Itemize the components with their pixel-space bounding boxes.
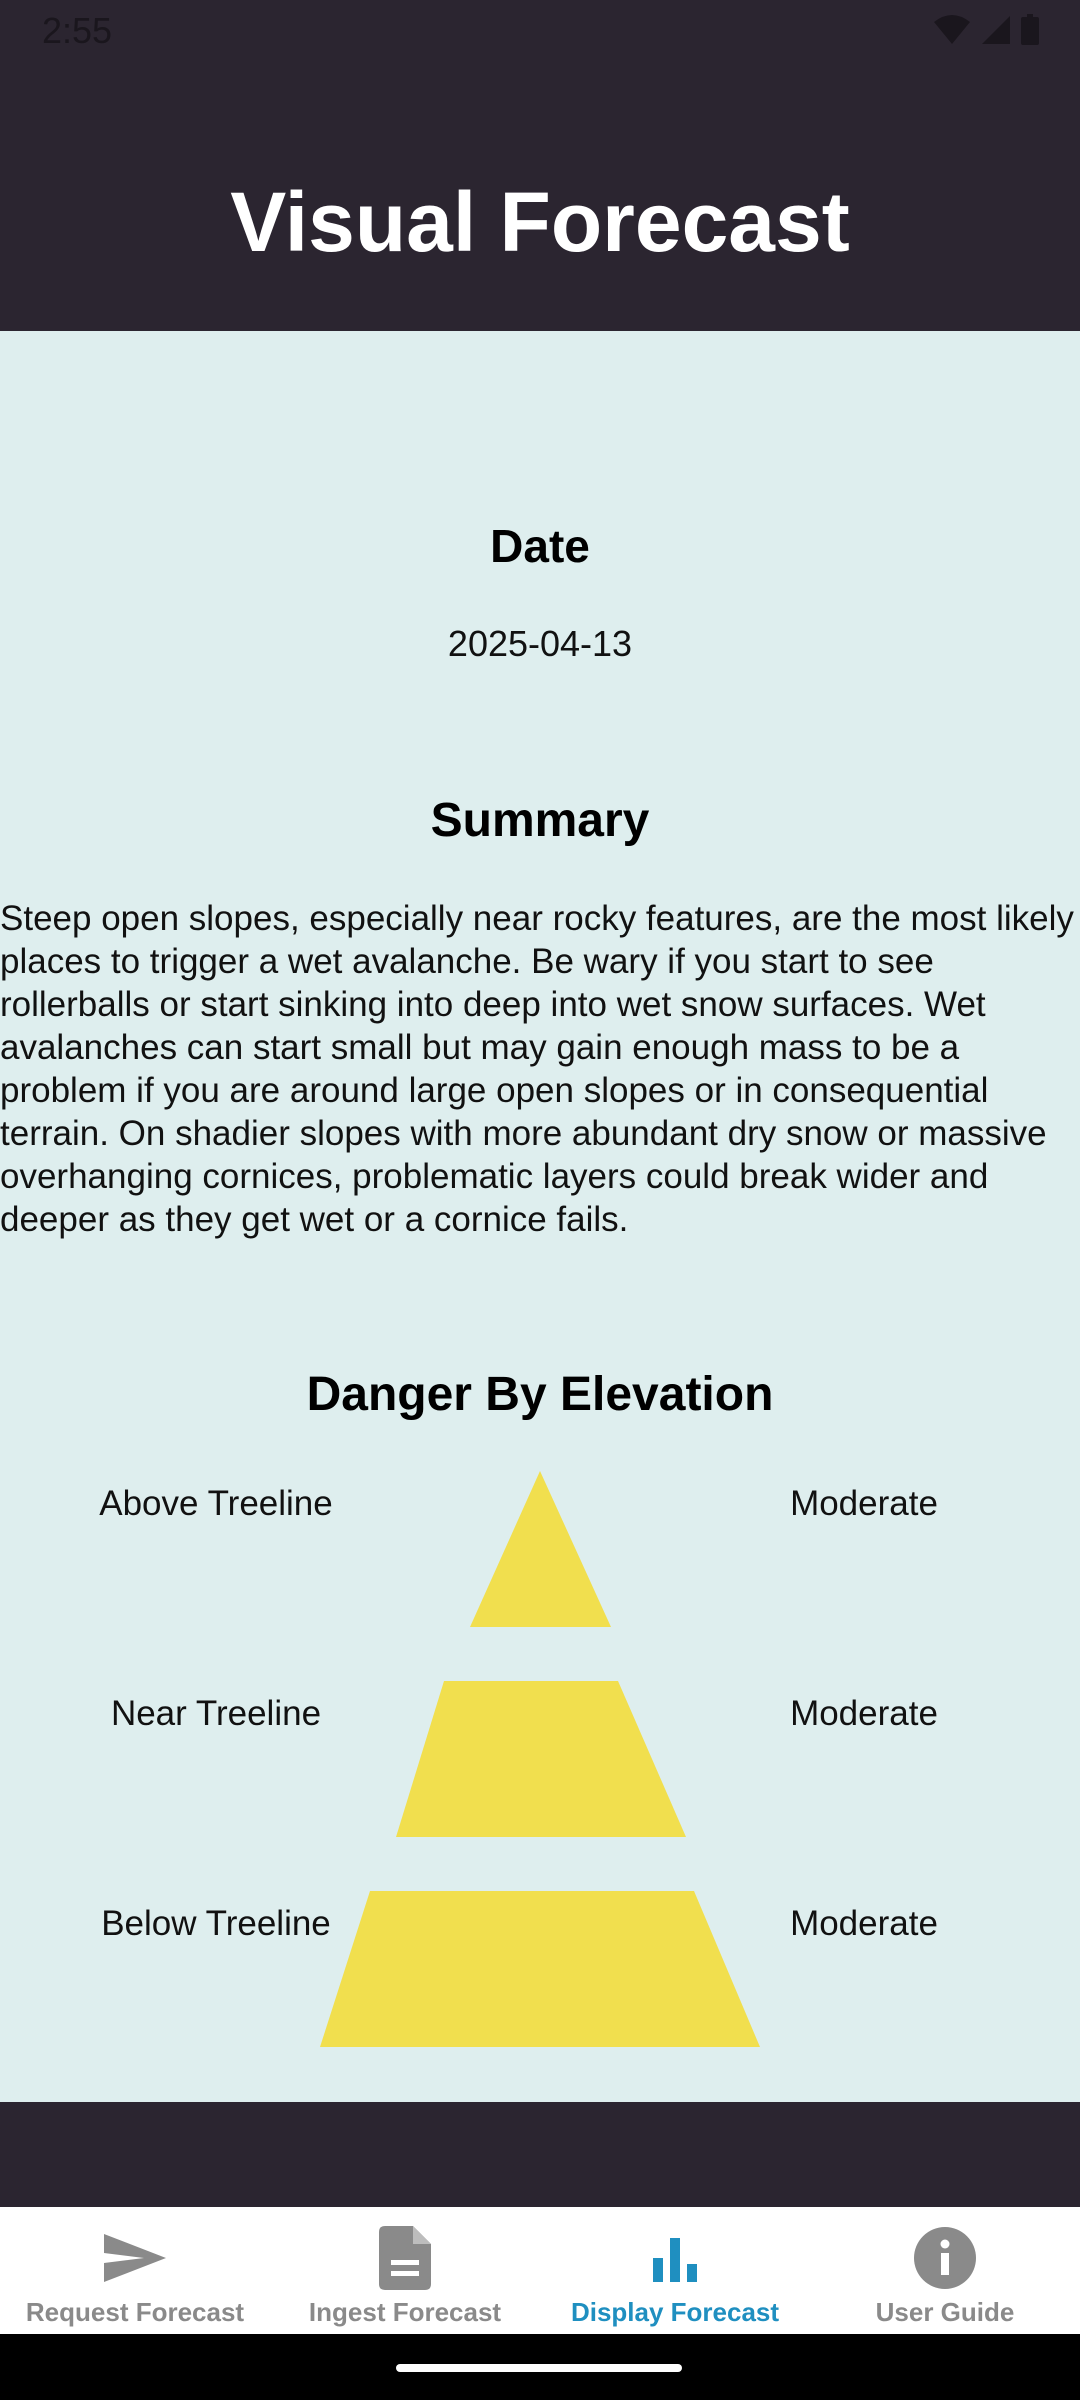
nav-label-ingest-forecast: Ingest Forecast <box>308 2297 502 2327</box>
date-value: 2025-04-13 <box>447 623 633 664</box>
summary-text: Steep open slopes, especially near rocky features, are the most likely places to trigger a wet avalanche. Be wary if you start to see rollerballs or start sinking into deep into wet snow surfaces. Wet avalanches can start small but may gain enough mass to be a problem if you are around large open slopes or in consequential terrain. On shadier slopes with more abundant dry snow or massive overhanging cornices, problematic layers could break wider and deeper as they get wet or a cornice fails. <box>0 899 1074 1239</box>
wifi-icon <box>932 14 972 46</box>
danger-rating-below-treeline: Moderate <box>790 1904 938 1943</box>
nav-label-user-guide: User Guide <box>875 2297 1015 2327</box>
nav-label-request-forecast: Request Forecast <box>25 2297 245 2327</box>
status-time: 2:55 <box>42 10 113 51</box>
footer-band <box>0 2102 1080 2207</box>
bottom-navigation <box>0 2207 1080 2334</box>
nav-display-forecast[interactable] <box>540 2207 810 2334</box>
nav-request-forecast[interactable] <box>0 2207 270 2334</box>
app-header <box>0 64 1080 331</box>
danger-pyramid <box>300 1471 780 2051</box>
nav-label-display-forecast: Display Forecast <box>570 2297 780 2327</box>
pyramid-tier-below-treeline <box>320 1891 760 2047</box>
document-icon <box>370 2227 440 2289</box>
cellular-signal-icon <box>980 14 1012 46</box>
status-bar <box>0 0 1080 64</box>
pyramid-tier-near-treeline <box>396 1681 686 1837</box>
pyramid-tier-above-treeline <box>470 1471 611 1627</box>
bar-chart-icon <box>640 2227 710 2289</box>
date-heading: Date <box>490 520 590 572</box>
info-icon <box>910 2227 980 2289</box>
status-icons <box>932 14 1040 46</box>
nav-user-guide[interactable] <box>810 2207 1080 2334</box>
battery-icon <box>1020 14 1040 46</box>
nav-ingest-forecast[interactable] <box>270 2207 540 2334</box>
elevation-label-above-treeline: Above Treeline <box>99 1484 333 1523</box>
danger-heading: Danger By Elevation <box>306 1368 774 1421</box>
system-gesture-area <box>0 2334 1080 2400</box>
elevation-label-below-treeline: Below Treeline <box>101 1904 331 1943</box>
send-icon <box>100 2227 170 2289</box>
forecast-content <box>0 331 1080 2102</box>
danger-rating-above-treeline: Moderate <box>790 1484 938 1523</box>
summary-heading: Summary <box>430 794 650 847</box>
danger-rating-near-treeline: Moderate <box>790 1694 938 1733</box>
home-gesture-bar[interactable] <box>396 2364 682 2372</box>
page-title: Visual Forecast <box>230 175 850 269</box>
elevation-label-near-treeline: Near Treeline <box>110 1694 322 1733</box>
